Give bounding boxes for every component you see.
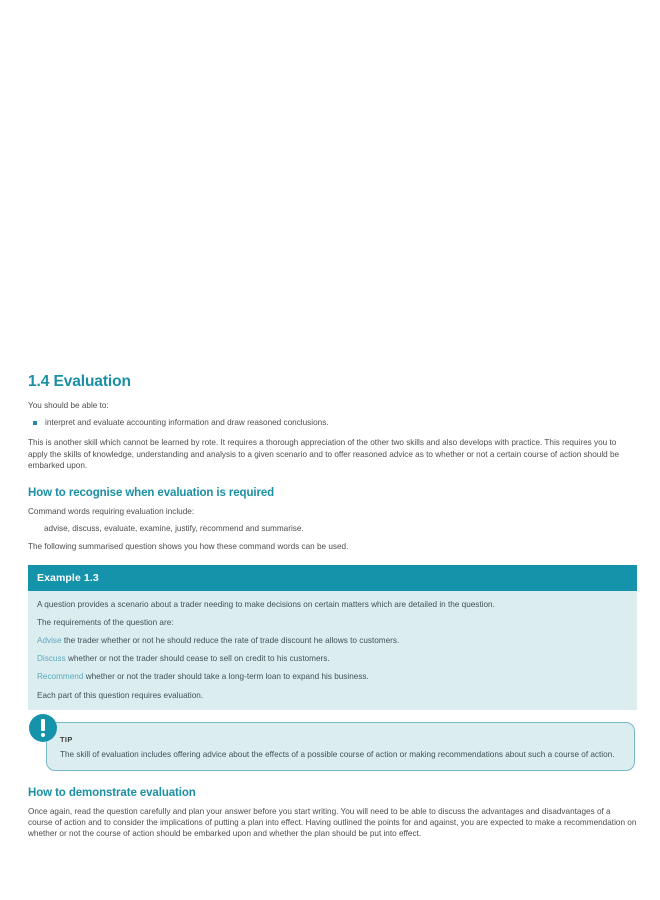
command-words-list: advise, discuss, evaluate, examine, justify, recommend and summarise. bbox=[44, 524, 304, 534]
example-line: A question provides a scenario about a trader needing to make decisions on certain matters which are detailed in the question. bbox=[37, 599, 495, 609]
exclamation-bar bbox=[41, 719, 45, 731]
bullet-square-icon bbox=[33, 421, 37, 425]
heading-recognise-evaluation: How to recognise when evaluation is required bbox=[28, 487, 275, 500]
tip-text: The skill of evaluation includes offering advice about the effects of a possible course of action or making recommendations about such a course of action. bbox=[60, 749, 615, 759]
command-word: Recommend bbox=[37, 672, 84, 682]
objectives-lead-in: You should be able to: bbox=[28, 401, 109, 410]
heading-demonstrate-evaluation: How to demonstrate evaluation bbox=[28, 787, 196, 800]
requirement-text: the trader whether or not he should reduce the rate of trade discount he allows to customers. bbox=[61, 636, 400, 646]
example-box-title: Example 1.3 bbox=[28, 565, 637, 591]
example-box bbox=[28, 565, 637, 710]
requirement-text: whether or not the trader should take a long-term loan to expand his business. bbox=[83, 672, 369, 682]
example-requirement bbox=[37, 671, 627, 682]
objective-text: interpret and evaluate accounting information and draw reasoned conclusions. bbox=[45, 418, 329, 428]
example-line: The requirements of the question are: bbox=[37, 617, 174, 627]
example-requirement bbox=[37, 635, 627, 646]
example-closing: Each part of this question requires evaluation. bbox=[37, 690, 204, 700]
tip-box bbox=[46, 722, 635, 771]
command-word: Advise bbox=[37, 636, 62, 646]
command-words-intro: Command words requiring evaluation include: bbox=[28, 507, 195, 517]
intro-paragraph: This is another skill which cannot be learned by rote. It requires a thorough appreciation of the other two skills and also develops with practice. This requires you to apply the skills of knowledge, understanding and analysis to a given scenario and to offer reasoned advice as to whether or not a certain course of action should be embarked upon. bbox=[28, 438, 620, 470]
tip-label: TIP bbox=[60, 734, 73, 744]
tip-callout bbox=[28, 722, 637, 771]
exclamation-dot bbox=[41, 733, 45, 737]
page-title: 1.4 Evaluation bbox=[28, 373, 131, 390]
objectives-list bbox=[28, 417, 637, 428]
page-content bbox=[28, 373, 637, 848]
example-requirement bbox=[37, 653, 627, 664]
demonstrate-paragraph: Once again, read the question carefully and plan your answer before you start writing. You will need to be able to discuss the advantages and disadvantages of a course of action and to consider the implications of putting a plan into effect. Having outlined the points for and against, you are expected to make a recommendation on whether or not the course of action should be embarked upon and whether the plan should be put into effect. bbox=[28, 807, 637, 839]
list-item bbox=[28, 417, 637, 428]
exclamation-circle-icon bbox=[29, 714, 57, 742]
command-word: Discuss bbox=[37, 654, 66, 664]
requirement-text: whether or not the trader should cease to sell on credit to his customers. bbox=[65, 654, 330, 664]
command-words-outro: The following summarised question shows you how these command words can be used. bbox=[28, 542, 349, 552]
example-box-body bbox=[28, 591, 637, 710]
